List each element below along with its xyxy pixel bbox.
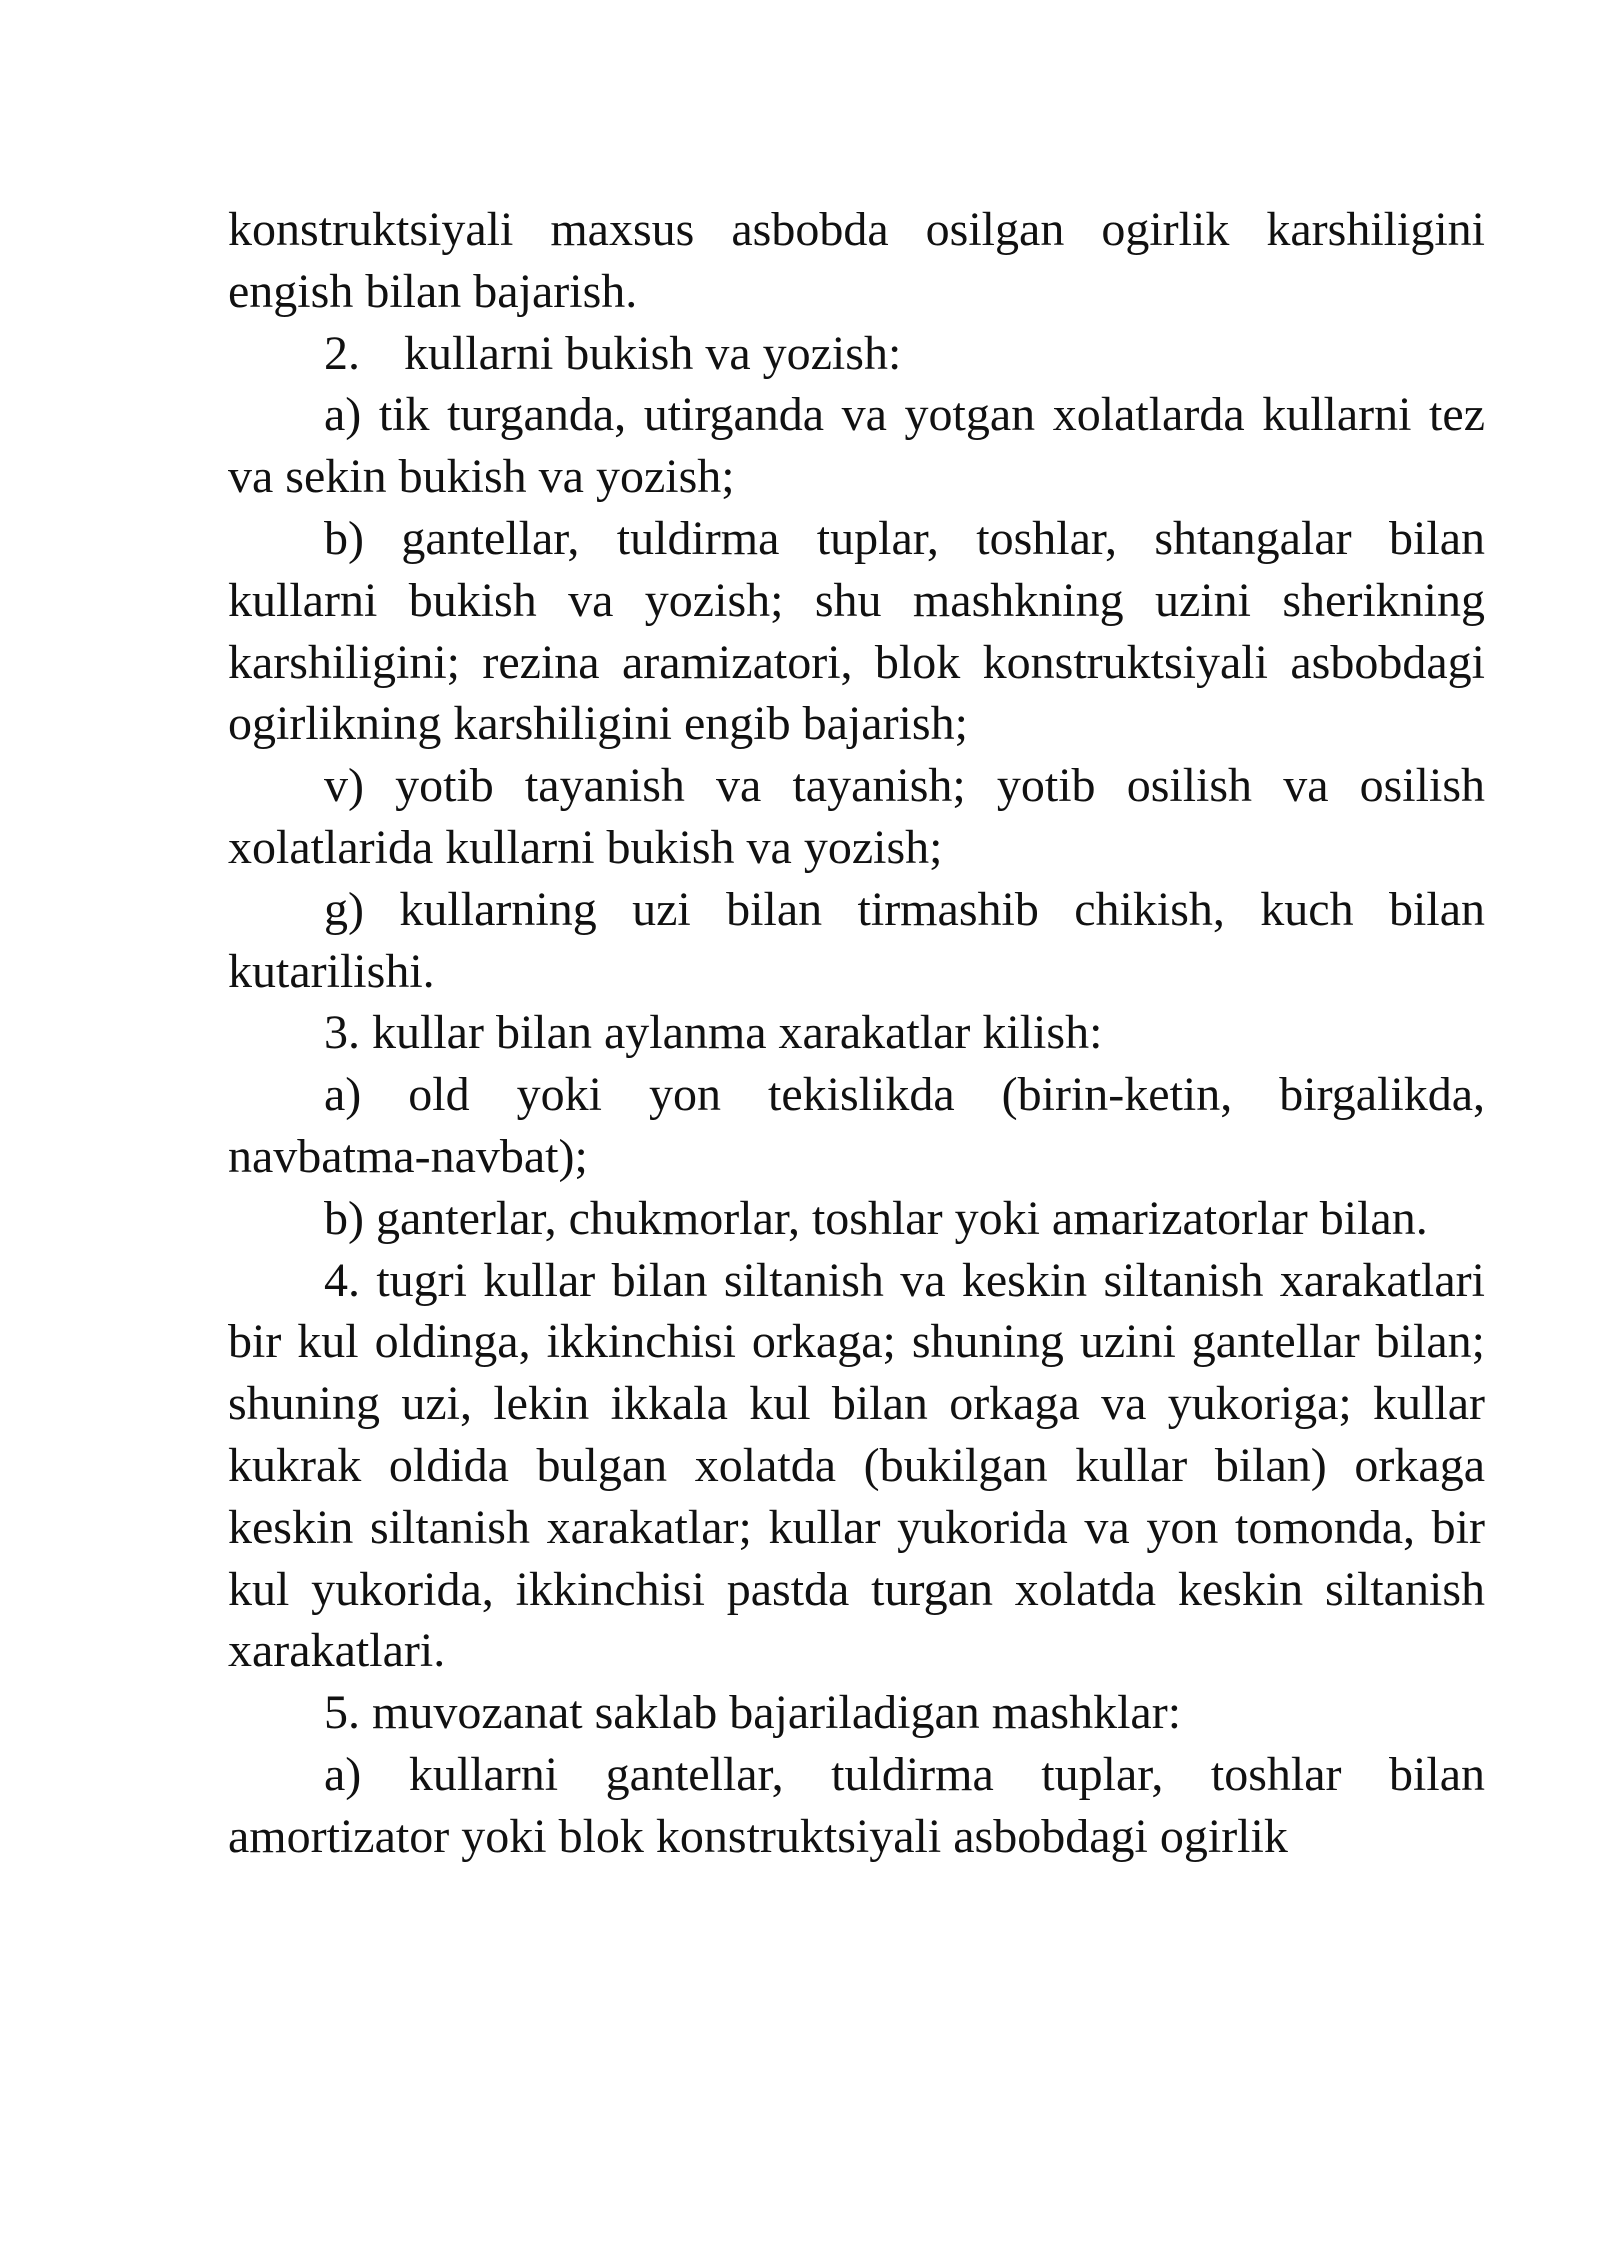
paragraph-item-2v: v) yotib tayanish va tayanish; yotib osilish va osilish xolatlarida kullarni bukish va yozish;: [228, 759, 1485, 874]
paragraph-item-5: 5. muvozanat saklab bajariladigan mashklar:: [324, 1686, 1182, 1740]
paragraph-item-5a: a) kullarni gantellar, tuldirma tuplar, toshlar bilan amortizator yoki blok konstruktsiyali asbobdagi ogirlik: [228, 1747, 1485, 1863]
item-number: 2.: [324, 326, 360, 380]
paragraph-item-2a: a) tik turganda, utirganda va yotgan xolatlarda kullarni tez va sekin bukish va yozish;: [228, 388, 1485, 504]
paragraph-item-2: [228, 323, 1485, 385]
paragraph-continuation: konstruktsiyali maxsus asbobda osilgan ogirlik karshiligini engish bilan bajarish.: [228, 203, 1485, 318]
item-2-text: kullarni bukish va yozish:: [404, 326, 902, 380]
paragraph-item-2g: g) kullarning uzi bilan tirmashib chikish, kuch bilan kutarilishi.: [228, 882, 1485, 998]
document-page: [228, 199, 1485, 1868]
paragraph-item-3: 3. kullar bilan aylanma xarakatlar kilish:: [324, 1006, 1103, 1060]
paragraph-item-4: 4. tugri kullar bilan siltanish va keskin siltanish xarakatlari bir kul oldinga, ikkinchisi orkaga; shuning uzini gantellar bilan; shuning uzi, lekin ikkala kul bilan orkaga va yukoriga; kullar kukrak oldida bulgan xolatda (bukilgan kullar bilan) orkaga keskin siltanish xarakatlar; kullar yukorida va yon tomonda, bir kul yukorida, ikkinchisi pastda turgan xolatda keskin siltanish xarakatlari.: [228, 1253, 1485, 1678]
paragraph-item-3b: b) ganterlar, chukmorlar, toshlar yoki amarizatorlar bilan.: [324, 1191, 1428, 1245]
paragraph-item-3a: a) old yoki yon tekislikda (birin-ketin, birgalikda, navbatma-navbat);: [228, 1068, 1485, 1183]
paragraph-item-2b: b) gantellar, tuldirma tuplar, toshlar, shtangalar bilan kullarni bukish va yozish; shu mashkning uzini sherikning karshiligini; rezina aramizatori, blok konstruktsiyali asbobdagi ogirlikning karshiligini engib bajarish;: [228, 511, 1485, 751]
